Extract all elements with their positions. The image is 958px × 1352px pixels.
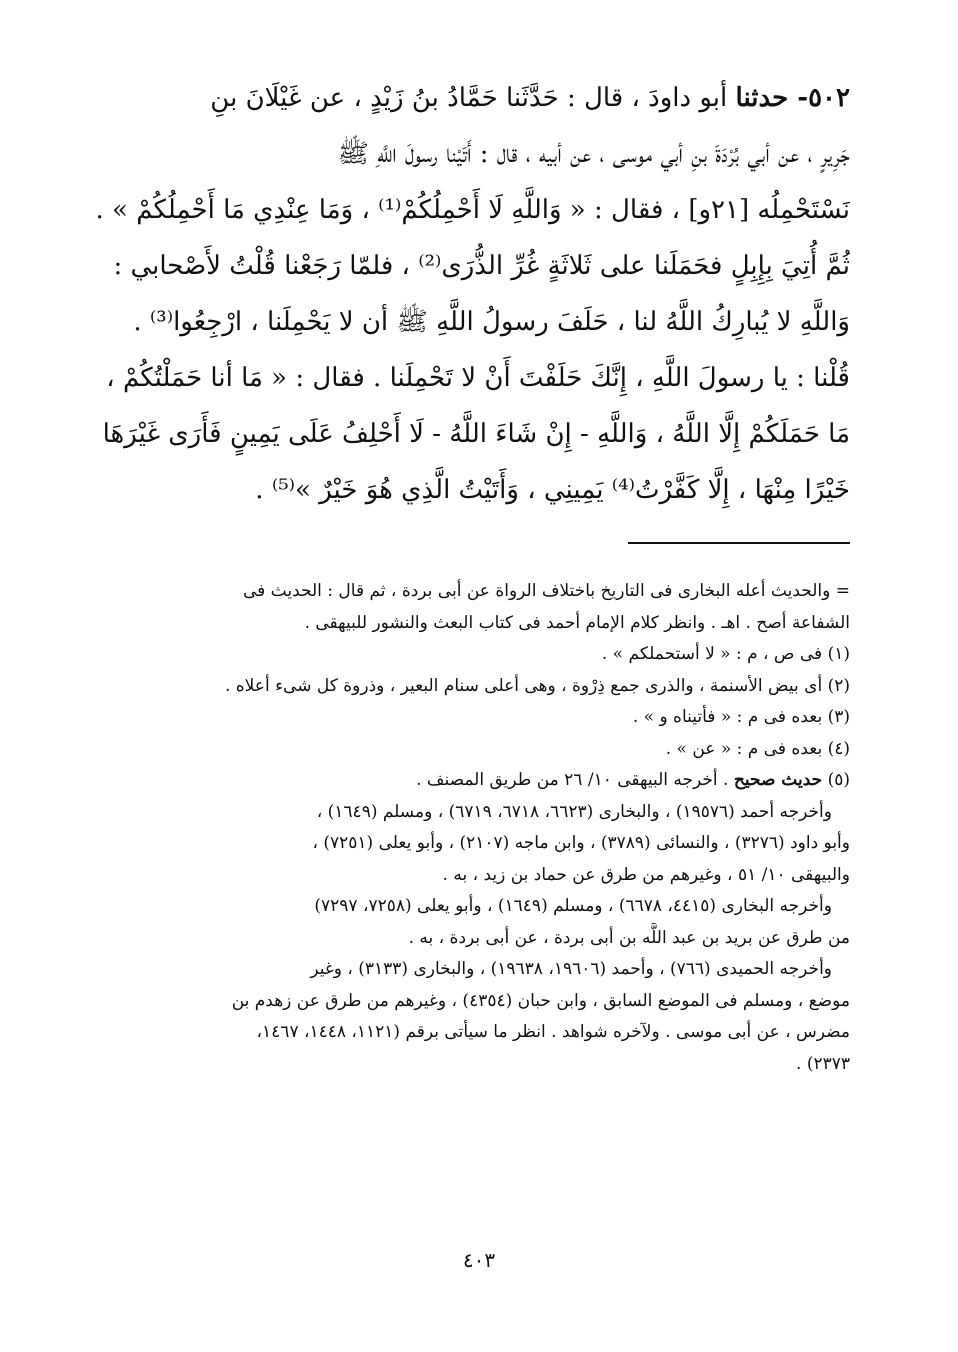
- footnote-3: (٣) بعده فى م : « فأتيناه و » .: [632, 707, 850, 727]
- footnote-5-number: (٥): [827, 770, 850, 790]
- footnote-5-grading: حديث صحيح: [733, 770, 823, 790]
- takhrij-line: موضع ، ومسلم فى الموضع السابق ، وابن حبان (٤٣٥٤) ، وغيرهم من طرق عن زهدم بن: [231, 990, 850, 1011]
- takhrij-line: وأبو داود (٣٢٧٦) ، والنسائى (٣٧٨٩) ، وابن ماجه (٢١٠٧) ، وأبو يعلى (٧٢٥١) ،: [312, 833, 850, 853]
- hadith-number: ٥٠٢- حدثنا: [735, 83, 850, 113]
- footnote-4: (٤) بعده فى م : « عن » .: [665, 738, 850, 759]
- footnote-2: (٢) أى بيض الأسنمة ، والذرى جمع ذِرْوة ، وهى أعلى سنام البعير ، وذروة كل شىء أعلاه .: [224, 675, 850, 696]
- hadith-line: خَيْرًا مِنْهَا ، إِلَّا كَفَّرْتُ⁽⁴⁾ يَمِينِي ، وَأَتَيْتُ الَّذِي هُوَ خَيْرٌ »⁽⁵⁾ .: [255, 475, 850, 505]
- hadith-line: جَرِيرٍ ، عن أبي بُرْدَةَ بنِ أبي موسى ، عن أبيه ، قال : أَتَيْنا رسولَ اللَّهِ ﷺ: [337, 139, 850, 169]
- takhrij-line: من طرق عن بريد بن عبد اللَّه بن أبى بردة ، عن أبى بردة ، به .: [408, 927, 850, 948]
- hadith-line-text: أبو داودَ ، قال : حَدَّثَنا حَمَّادُ بنُ زَيْدٍ ، عن غَيْلَانَ بنِ: [210, 83, 728, 113]
- page-number: ٤٠٣: [462, 1248, 496, 1272]
- footnote-continuation: = والحديث أعله البخارى فى التاريخ باختلاف الرواة عن أبى بردة ، ثم قال : الحديث فى: [242, 581, 850, 601]
- footnote-separator: [628, 542, 850, 544]
- takhrij-line: وأخرجه البخارى (٤٤١٥، ٦٦٧٨) ، ومسلم (١٦٤٩) ، وأبو يعلى (٧٢٥٨، ٧٢٩٧): [314, 896, 832, 916]
- hadith-line: ثُمَّ أُتِيَ بِإِبِلٍ فحَمَلَنا على ثَلاثَةٍ غُرِّ الذُّرَى⁽²⁾ ، فلمّا رَجَعْنا قُلْتُ لأَصْحابي :: [113, 251, 850, 281]
- footnotes: [96, 576, 850, 1080]
- hadith-line: [96, 70, 850, 126]
- hadith-text: [96, 70, 850, 518]
- footnote-continuation: الشفاعة أصح . اهـ . وانظر كلام الإمام أحمد فى كتاب البعث والنشور للبيهقى .: [304, 612, 850, 633]
- takhrij-line: والبيهقى ١٠/ ٥١ ، وغيرهم من طرق عن حماد بن زيد ، به .: [442, 864, 850, 885]
- footnote-1: (١) فى ص ، م : « لا أستحملكم » .: [601, 644, 850, 664]
- takhrij-line: ٢٣٧٣) .: [796, 1053, 850, 1074]
- footnote-5: [96, 765, 850, 797]
- footnote-5-text: . أخرجه البيهقى ١٠/ ٢٦ من طريق المصنف .: [416, 770, 729, 790]
- hadith-line: مَا حَمَلَكُمْ إِلَّا اللَّهُ ، وَاللَّهِ - إِنْ شَاءَ اللَّهُ - لَا أَحْلِفُ عَلَى يَمِينٍ فَأَرَى غَيْرَهَا: [102, 419, 850, 449]
- hadith-line: قُلْنا : يا رسولَ اللَّهِ ، إِنَّكَ حَلَفْتَ أَنْ لا تَحْمِلَنا . فقال : « مَا أنا حَمَلْتُكُمْ ،: [106, 363, 850, 393]
- hadith-line: وَاللَّهِ لا يُبارِكُ اللَّهُ لنا ، حَلَفَ رسولُ اللَّهِ ﷺ أن لا يَحْمِلَنا ، ارْجِعُوا⁽³⁾ .: [133, 307, 850, 337]
- hadith-line: نَسْتَحْمِلُه [٢١و] ، فقال : « وَاللَّهِ لَا أَحْمِلُكُمْ⁽¹⁾ ، وَمَا عِنْدِي مَا أَحْمِلُكُمْ » .: [96, 195, 850, 225]
- takhrij-line: مضرس ، عن أبى موسى . ولآخره شواهد . انظر ما سيأتى برقم (١١٢١، ١٤٤٨، ١٤٦٧،: [256, 1022, 850, 1042]
- takhrij-line: وأخرجه الحميدى (٧٦٦) ، وأحمد (١٩٦٠٦، ١٩٦٣٨) ، والبخارى (٣١٣٣) ، وغير: [310, 959, 832, 979]
- takhrij-line: وأخرجه أحمد (١٩٥٧٦) ، والبخارى (٦٦٢٣، ٦٧١٨، ٦٧١٩) ، ومسلم (١٦٤٩) ،: [316, 801, 832, 822]
